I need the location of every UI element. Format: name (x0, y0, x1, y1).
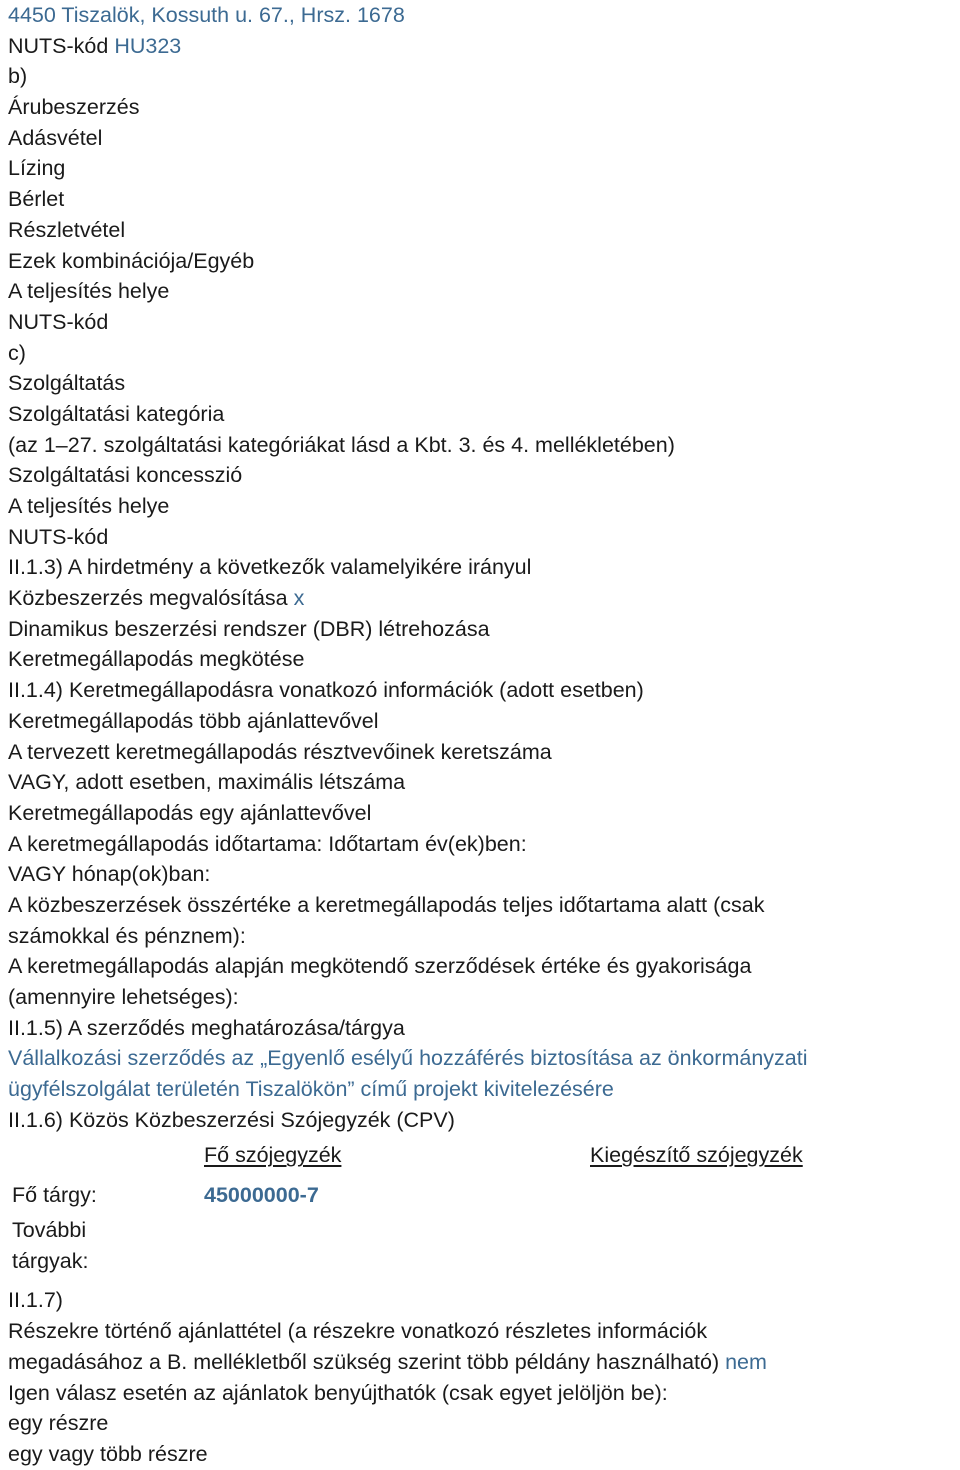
text-line: 4450 Tiszalök, Kossuth u. 67., Hrsz. 1678 (8, 3, 405, 27)
text-line: egy vagy több részre (8, 1441, 208, 1466)
text-line: (az 1–27. szolgáltatási kategóriákat lásd a Kbt. 3. és 4. mellékletében) (8, 432, 675, 457)
text-line: A keretmegállapodás alapján megkötendő szerződések értéke és gyakorisága (8, 954, 752, 979)
cpv-header-row (8, 1135, 960, 1175)
text-line: Részletvétel (8, 217, 126, 242)
text-line: A keretmegállapodás időtartama: Időtartam év(ek)ben: (8, 831, 527, 856)
text-line: c) (8, 340, 26, 365)
text-line: Árubeszerzés (8, 95, 140, 120)
line-label: NUTS-kód (8, 33, 115, 58)
text-line: II.1.5) A szerződés meghatározása/tárgya (8, 1015, 405, 1040)
text-line: Dinamikus beszerzési rendszer (DBR) létrehozása (8, 616, 490, 641)
text-line: Keretmegállapodás megkötése (8, 647, 305, 672)
cpv-main-row (8, 1175, 960, 1215)
text-line (8, 31, 960, 62)
document-body-bottom (8, 1285, 960, 1469)
text-line: Szolgáltatási koncesszió (8, 463, 243, 488)
cpv-main-label: Fő tárgy: (12, 1183, 97, 1208)
text-line: II.1.6) Közös Közbeszerzési Szójegyzék (CPV) (8, 1107, 455, 1132)
line-label: Közbeszerzés megvalósítása (8, 586, 294, 611)
text-line: egy részre (8, 1411, 109, 1436)
text-line: Részekre történő ajánlattétel (a részekre vonatkozó részletes információk (8, 1319, 708, 1344)
text-line (8, 583, 960, 614)
text-line: Szolgáltatási kategória (8, 401, 225, 426)
text-line: VAGY, adott esetben, maximális létszáma (8, 770, 406, 795)
text-line: Igen válasz esetén az ajánlatok benyújthatók (csak egyet jelöljön be): (8, 1380, 668, 1405)
line-value: x (293, 586, 305, 611)
cpv-other-label: További tárgyak: (12, 1218, 89, 1274)
text-line: ügyfélszolgálat területén Tiszalökön” című projekt kivitelezésére (8, 1077, 614, 1102)
text-line: A teljesítés helye (8, 279, 170, 304)
text-line: Lízing (8, 156, 66, 181)
text-line: NUTS-kód (8, 524, 109, 549)
text-line: (amennyire lehetséges): (8, 985, 239, 1009)
text-line: II.1.7) (8, 1288, 63, 1313)
text-line: Adásvétel (8, 125, 103, 150)
text-line: A közbeszerzések összértéke a keretmegállapodás teljes időtartama alatt (csak (8, 892, 765, 917)
text-line: II.1.4) Keretmegállapodásra vonatkozó információk (adott esetben) (8, 678, 644, 703)
document-body-top (8, 0, 960, 1135)
text-line: A tervezett keretmegállapodás résztvevőinek keretszáma (8, 739, 552, 764)
text-line: A teljesítés helye (8, 494, 170, 518)
text-line: Bérlet (8, 187, 65, 212)
text-line: Vállalkozási szerződés az „Egyenlő esélyű hozzáférés biztosítása az önkormányzati (8, 1046, 808, 1071)
cpv-other-row (8, 1215, 960, 1285)
text-line: II.1.3) A hirdetmény a következők valamelyikére irányul (8, 555, 532, 580)
cpv-col-extra-heading: Kiegészítő szójegyzék (590, 1143, 803, 1168)
text-line: Ezek kombinációja/Egyéb (8, 248, 255, 273)
cpv-table (8, 1135, 960, 1285)
text-line: számokkal és pénznem): (8, 923, 246, 948)
line-value: nem (725, 1349, 767, 1374)
text-line: b) (8, 64, 28, 89)
text-line: Szolgáltatás (8, 371, 126, 396)
cpv-main-code: 45000000-7 (204, 1183, 319, 1208)
text-line (8, 1347, 960, 1378)
text-line: Keretmegállapodás egy ajánlattevővel (8, 800, 372, 825)
text-line: Keretmegállapodás több ajánlattevővel (8, 708, 379, 733)
text-line: NUTS-kód (8, 309, 109, 334)
cpv-col-main-heading: Fő szójegyzék (204, 1143, 342, 1168)
line-label: megadásához a B. mellékletből szükség szerint több példány használható) (8, 1349, 726, 1374)
text-line: VAGY hónap(ok)ban: (8, 862, 211, 887)
line-value: HU323 (114, 33, 182, 58)
